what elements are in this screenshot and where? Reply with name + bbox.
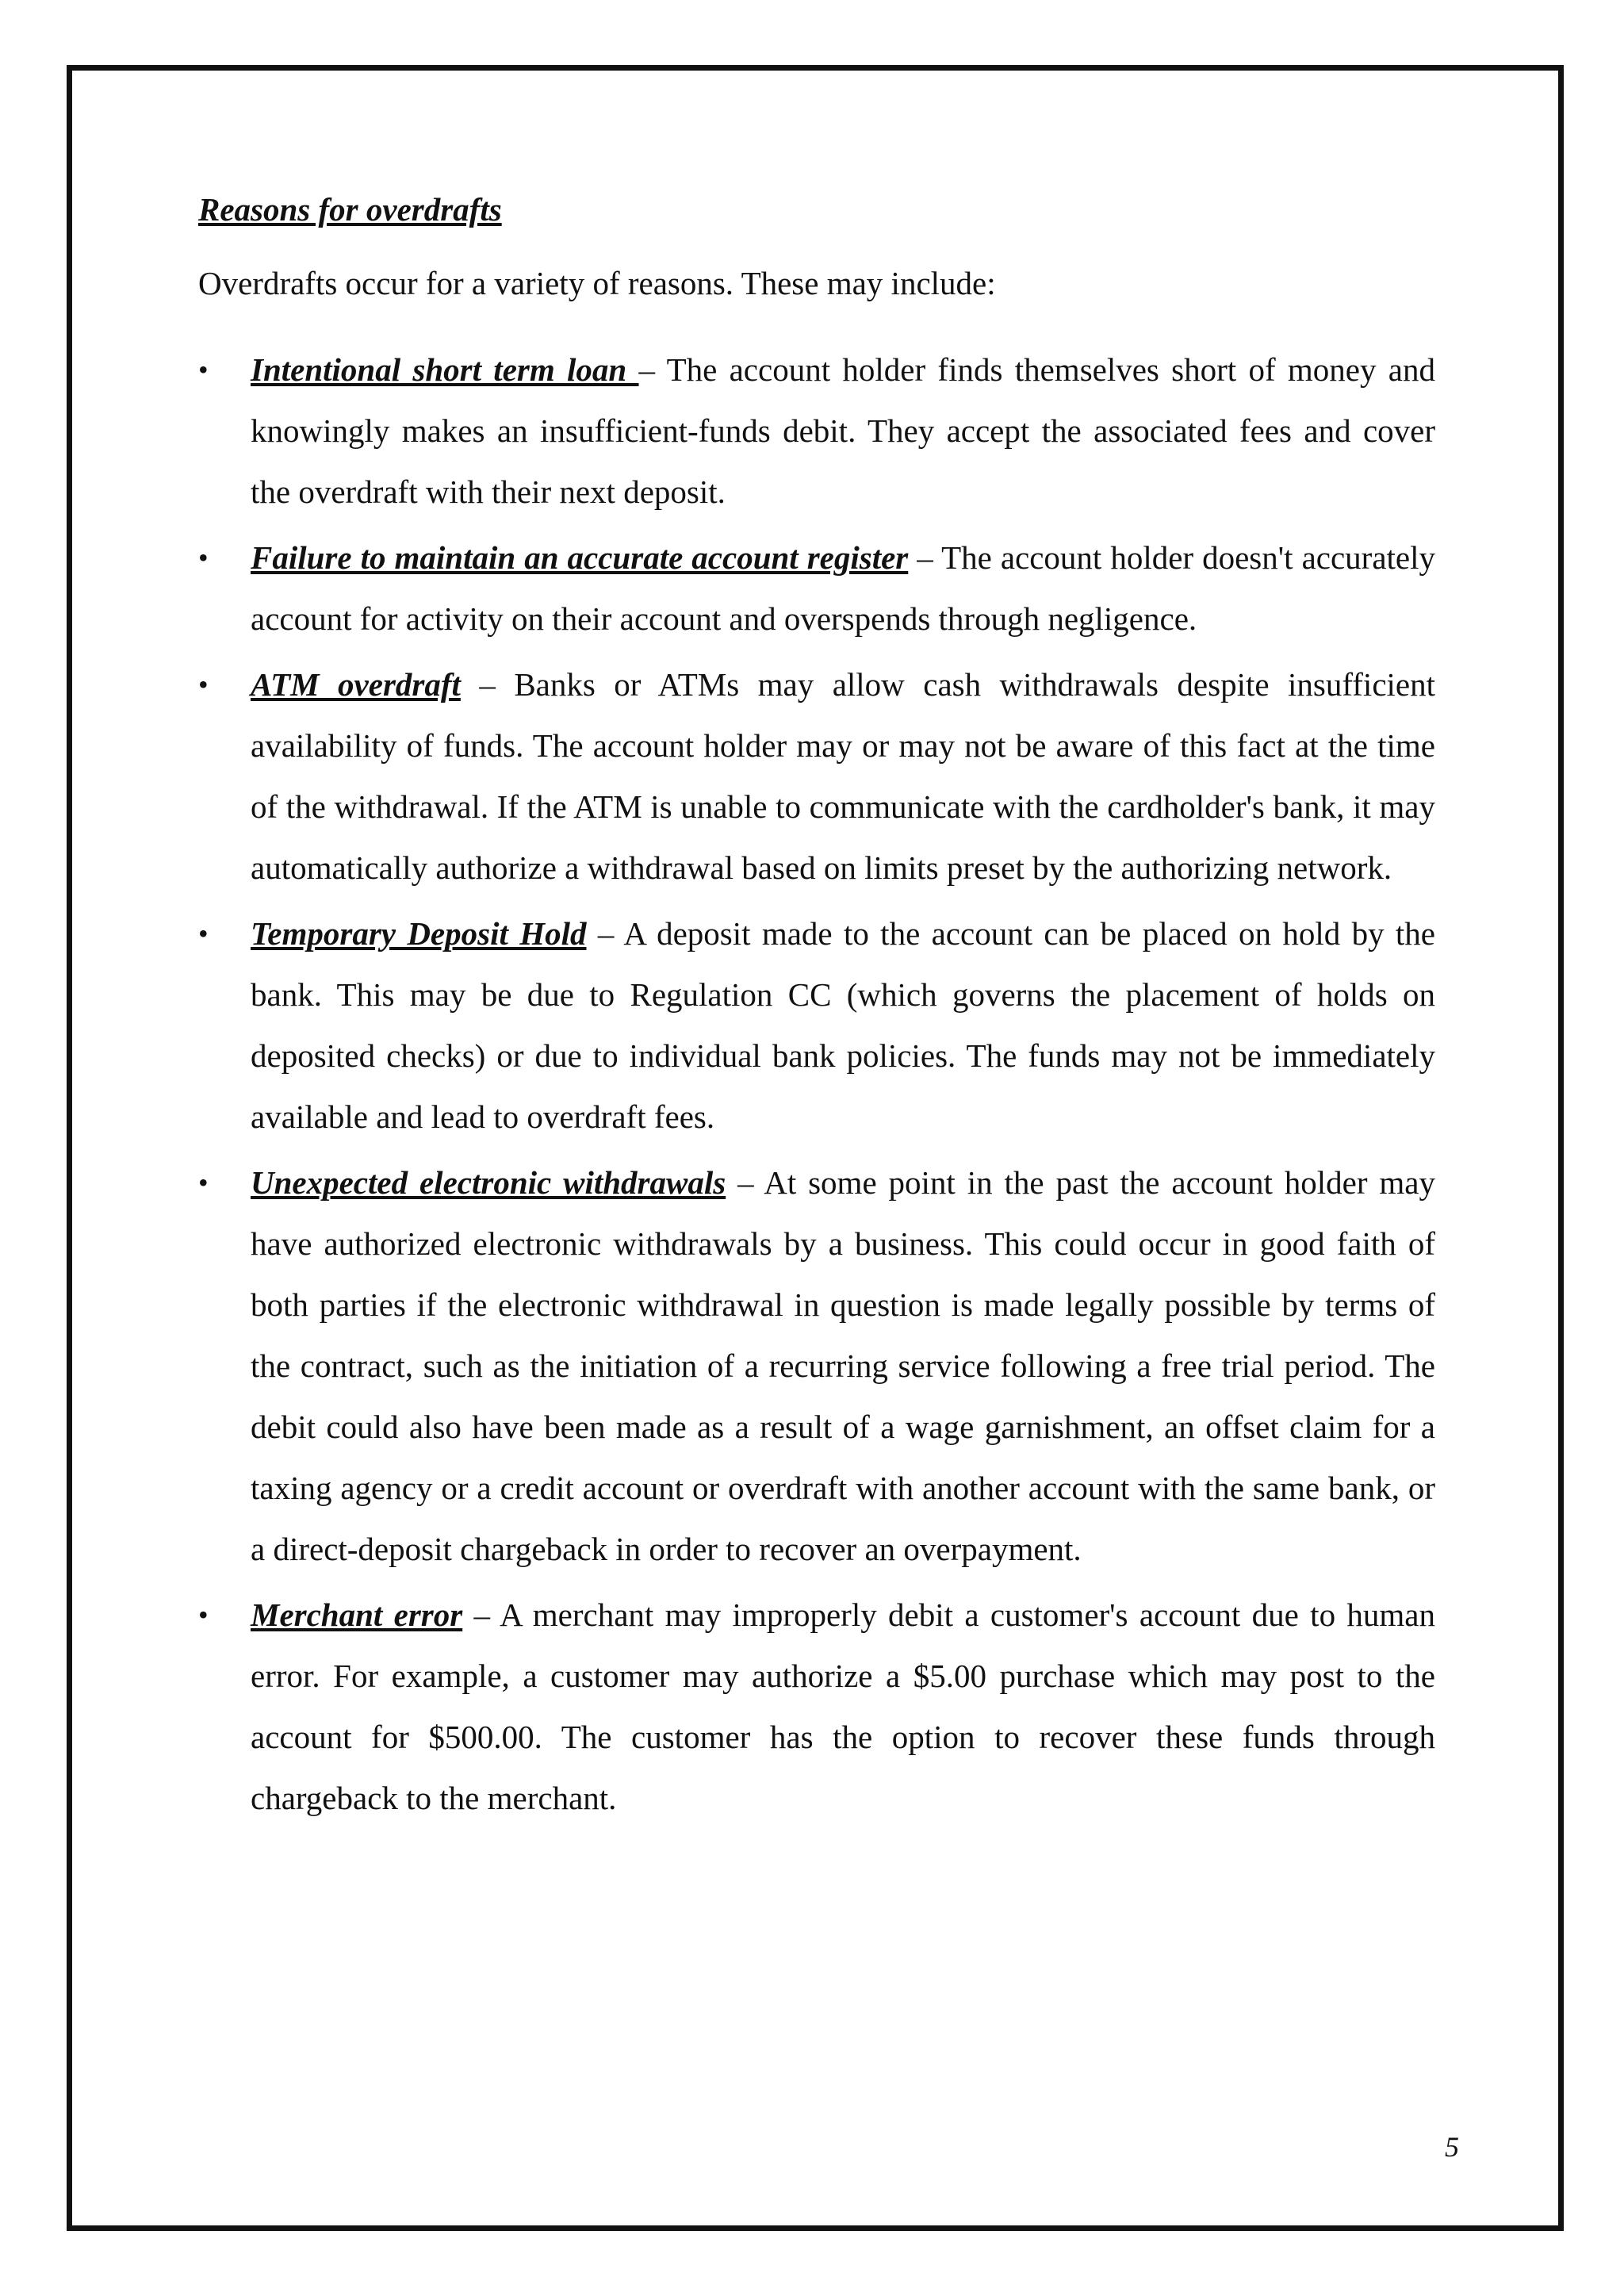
intro-paragraph: Overdrafts occur for a variety of reasons. These may include: <box>198 265 996 302</box>
reason-description: – The account holder finds themselves short of money and knowingly makes an insufficient-funds debit. They accept the associated fees and cover the overdraft with their next deposit. <box>251 351 1435 511</box>
reason-description: – At some point in the past the account holder may have authorized electronic withdrawals by a business. This could occur in good faith of both parties if the electronic withdrawal in question is made legally possible by terms of the contract, such as the initiation of a recurring service following a free trial period. The debit could also have been made as a result of a wage garnishment, an offset claim for a taxing agency or a credit account or overdraft with another account with the same bank, or a direct-deposit chargeback in order to recover an overpayment. <box>251 1164 1435 1568</box>
reason-description: – A merchant may improperly debit a customer's account due to human error. For example, a customer may authorize a $5.00 purchase which may post to the account for $500.00. The customer has the option to recover these funds through chargeback to the merchant. <box>251 1596 1435 1817</box>
page-content <box>198 190 1435 1834</box>
reasons-list <box>198 339 1435 1829</box>
reason-description: – A deposit made to the account can be placed on hold by the bank. This may be due to Regulation CC (which governs the placement of holds on deposited checks) or due to individual bank policies. The funds may not be immediately available and lead to overdraft fees. <box>251 915 1435 1136</box>
bullet-icon: • <box>198 669 209 701</box>
reason-term: Merchant error <box>251 1596 463 1634</box>
bullet-icon: • <box>198 1599 209 1631</box>
bullet-icon: • <box>198 918 209 950</box>
bullet-icon: • <box>198 1167 209 1199</box>
page-number: 5 <box>1445 2131 1459 2163</box>
section-heading: Reasons for overdrafts <box>198 191 502 228</box>
reason-description: – Banks or ATMs may allow cash withdrawals despite insufficient availability of funds. The account holder may or may not be aware of this fact at the time of the withdrawal. If the ATM is unable to communicate with the cardholder's bank, it may automatically authorize a withdrawal based on limits preset by the authorizing network. <box>251 666 1436 887</box>
list-item <box>198 1152 1435 1580</box>
reason-description: – The account holder doesn't accurately account for activity on their account and overspends through negligence. <box>251 539 1435 638</box>
bullet-icon: • <box>198 354 209 386</box>
list-item <box>198 1585 1435 1829</box>
list-item <box>198 527 1435 650</box>
list-item <box>198 654 1435 899</box>
reason-term: Intentional short term loan <box>251 351 639 389</box>
list-item <box>198 339 1435 523</box>
bullet-icon: • <box>198 542 209 574</box>
list-item <box>198 903 1435 1148</box>
reason-term: Temporary Deposit Hold <box>251 915 587 953</box>
reason-term: ATM overdraft <box>251 666 461 703</box>
reason-term: Failure to maintain an accurate account register <box>251 539 909 577</box>
reason-term: Unexpected electronic withdrawals <box>251 1164 726 1202</box>
